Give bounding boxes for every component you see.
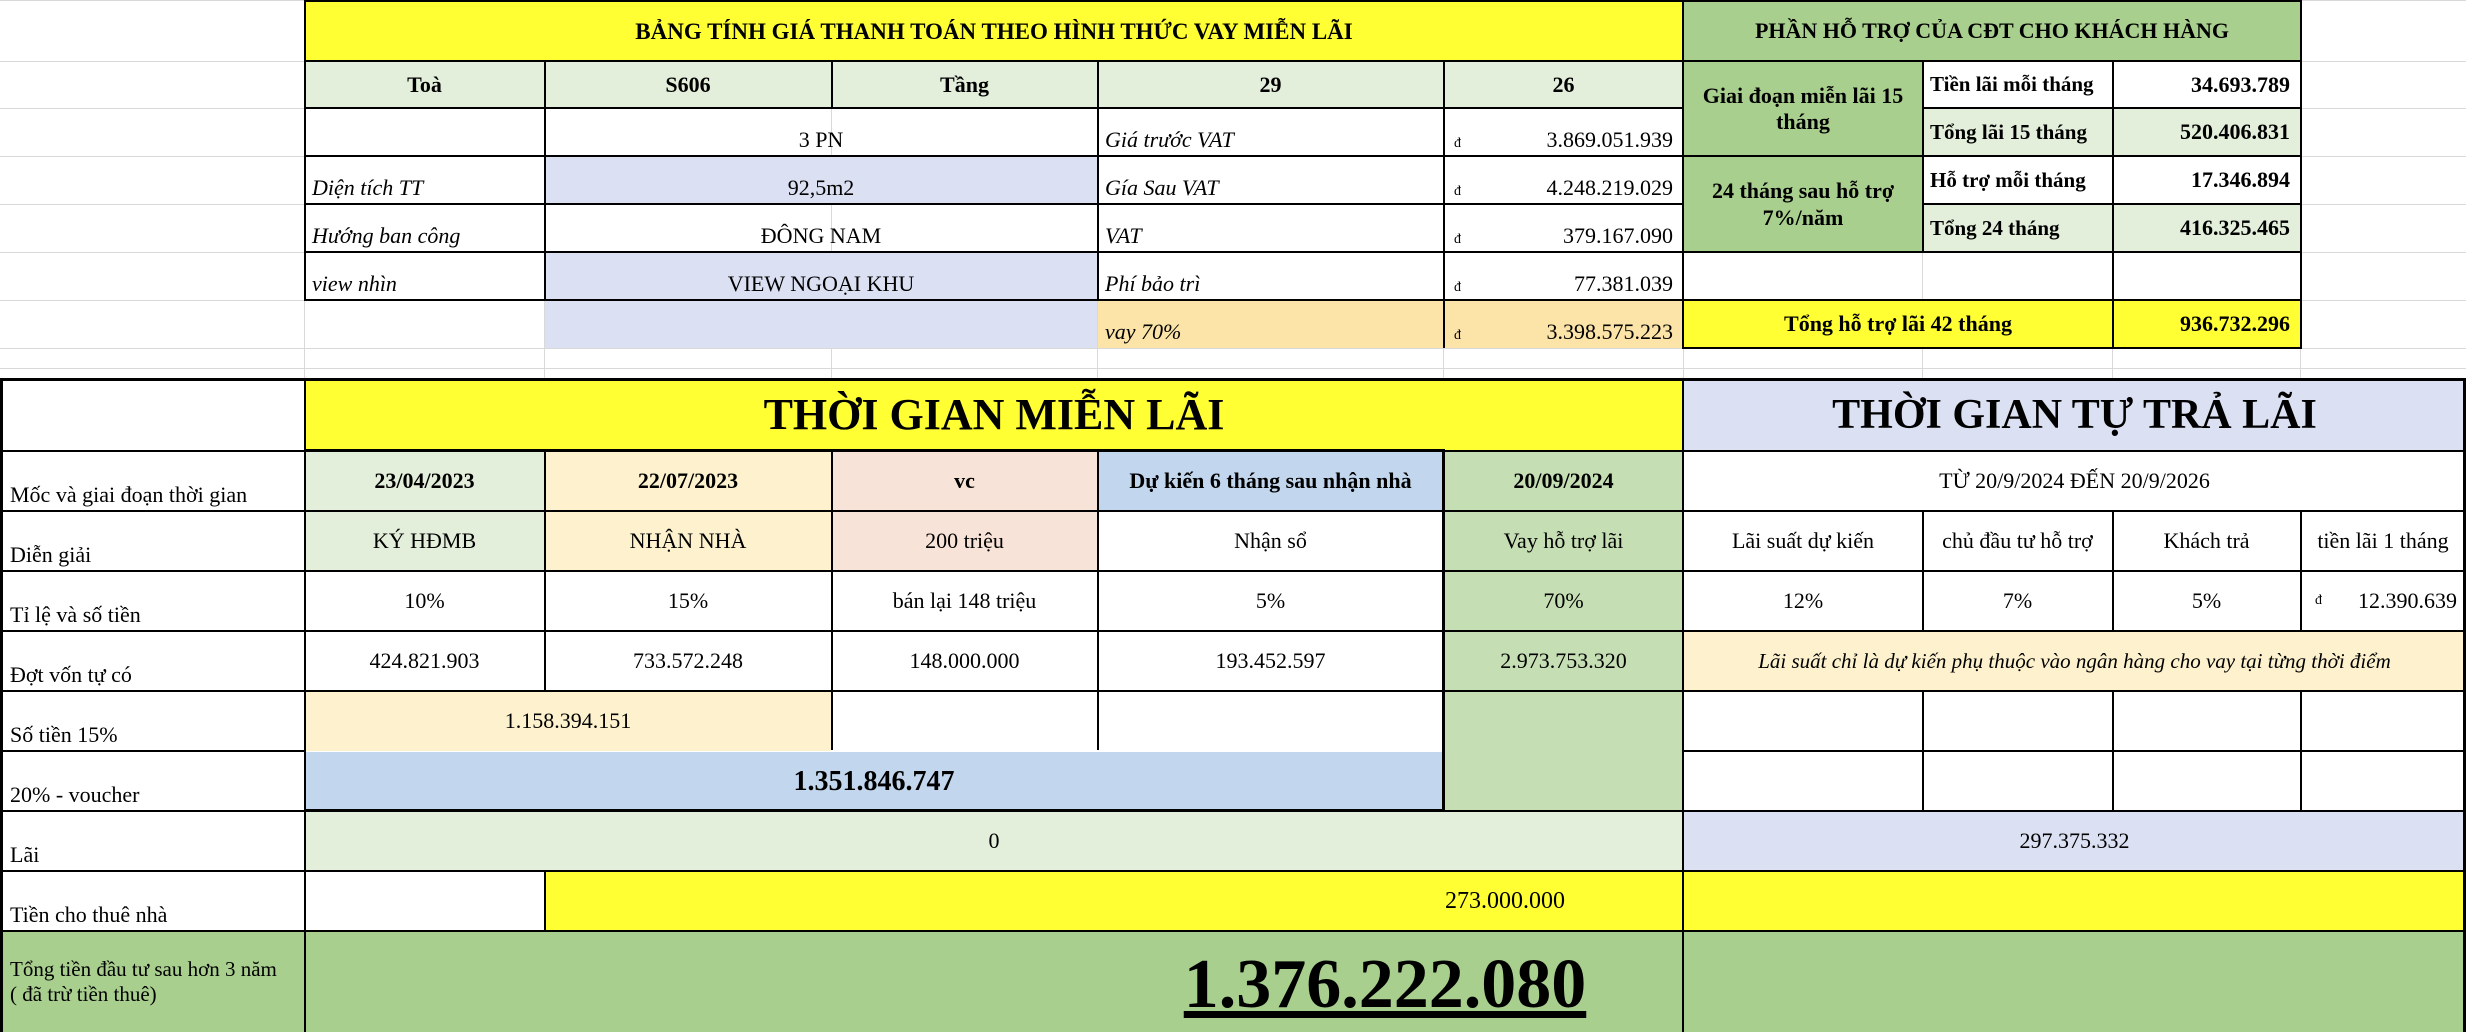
total-support-label[interactable]: Tổng hỗ trợ lãi 42 tháng [1684,301,2112,348]
total-15-months-value[interactable]: 520.406.831 [2113,109,2300,156]
interest-free-value[interactable]: 0 [305,812,1683,871]
maintenance-fee-value: 77.381.039 [1574,270,1673,296]
total-15-months-label[interactable]: Tổng lãi 15 tháng [1923,109,2112,156]
own-capital-3[interactable]: 148.000.000 [909,648,1020,674]
price-after-vat-value: 4.248.219.029 [1546,174,1673,200]
self-header-support[interactable]: chủ đầu tư hỗ trợ [1942,528,2093,554]
price-before-vat-value: 3.869.051.939 [1546,126,1673,152]
currency-symbol: đ [1454,280,1461,296]
total-row-label[interactable]: Tổng tiền đầu tư sau hơn 3 năm ( đã trừ tiền thuê) [3,932,304,1032]
explain-2[interactable]: NHẬN NHÀ [545,512,831,571]
ratio-1[interactable]: 10% [404,588,445,614]
vat-amount[interactable] [1444,205,1683,252]
loan-amount-value: 3.398.575.223 [1546,318,1673,344]
header-extra[interactable]: 26 [1444,62,1683,108]
voucher-total[interactable]: 1.351.846.747 [305,752,1443,811]
total-24-months-value[interactable]: 416.325.465 [2113,205,2300,252]
ratio-row-label[interactable]: Tỉ lệ và số tiền [10,601,141,627]
explain-5[interactable]: Vay hỗ trợ lãi [1444,512,1683,571]
own-capital-4[interactable]: 193.452.597 [1215,648,1326,674]
area-value[interactable]: 92,5m2 [545,157,1097,204]
milestone-2[interactable]: 22/07/2023 [545,451,831,511]
empty-cell[interactable] [832,692,1097,751]
monthly-support-value[interactable]: 17.346.894 [2191,167,2290,193]
total-24-months-label[interactable]: Tổng 24 tháng [1923,205,2112,252]
empty-cell[interactable] [1098,692,1443,751]
grand-total[interactable]: 1.376.222.080 [305,932,2465,1032]
milestone-row-label[interactable]: Mốc và giai đoạn thời gian [10,481,248,507]
own-capital-5[interactable]: 2.973.753.320 [1444,632,1683,691]
price-table-title[interactable]: BẢNG TÍNH GIÁ THANH TOÁN THEO HÌNH THỨC VAY MIỄN LÃI [305,2,1683,61]
explain-3[interactable]: 200 triệu [832,512,1097,571]
toa-label[interactable]: Toà [305,62,544,108]
loan-label[interactable]: vay 70% [1098,301,1443,348]
empty-cell[interactable] [1444,692,1683,811]
explain-4[interactable]: Nhận sổ [1234,528,1307,554]
ratio-2[interactable]: 15% [667,588,709,614]
voucher-row-label[interactable]: 20% - voucher [10,781,140,807]
explain-row-label[interactable]: Diễn giải [10,541,92,567]
price-after-vat[interactable] [1444,157,1683,204]
self-header-monthly[interactable]: tiền lãi 1 tháng [2317,528,2449,554]
monthly-interest-value[interactable]: 34.693.789 [2191,71,2290,97]
self-header-rate[interactable]: Lãi suất dự kiến [1731,528,1875,554]
free-interest-title[interactable]: THỜI GIAN MIỄN LÃI [305,381,1683,450]
milestone-5[interactable]: 20/09/2024 [1444,451,1683,511]
milestone-4[interactable]: Dự kiến 6 tháng sau nhận nhà [1098,451,1443,511]
milestone-1[interactable]: 23/04/2023 [305,451,544,511]
balcony-direction-label[interactable]: Hướng ban công [312,222,461,248]
monthly-support-label[interactable]: Hỗ trợ mỗi tháng [1930,167,2086,192]
own-capital-2[interactable]: 733.572.248 [633,648,743,674]
own-capital-row-label[interactable]: Đợt vốn tự có [10,661,132,687]
empty-cell[interactable] [545,301,1097,348]
monthly-interest-label[interactable]: Tiền lãi mỗi tháng [1930,72,2094,97]
own-capital-1[interactable]: 424.821.903 [369,648,480,674]
self-period[interactable]: TỪ 20/9/2024 ĐẾN 20/9/2026 [1939,467,2210,493]
amount-15-value[interactable]: 1.158.394.151 [305,692,831,751]
view-value[interactable]: VIEW NGOẠI KHU [545,253,1097,300]
vat-label[interactable]: VAT [1105,222,1142,248]
self-value-support[interactable]: 7% [2002,588,2033,614]
self-value-rate[interactable]: 12% [1782,588,1824,614]
loan-amount[interactable] [1444,301,1683,348]
self-interest-title[interactable]: THỜI GIAN TỰ TRẢ LÃI [1684,381,2465,450]
currency-symbol: đ [1454,328,1461,344]
price-before-vat-label[interactable]: Giá trước VAT [1105,126,1234,152]
maintenance-fee[interactable] [1444,253,1683,300]
explain-1[interactable]: KÝ HĐMB [305,512,544,571]
ratio-5[interactable]: 70% [1444,572,1683,631]
rent-value[interactable]: 273.000.000 [545,872,2465,931]
phase2-label[interactable]: 24 tháng sau hỗ trợ 7%/năm [1684,157,1922,252]
support-title[interactable]: PHẦN HỖ TRỢ CỦA CĐT CHO KHÁCH HÀNG [1684,2,2300,61]
interest-self-value[interactable]: 297.375.332 [1684,812,2465,871]
maintenance-fee-label[interactable]: Phí bảo trì [1105,270,1201,296]
price-after-vat-label[interactable]: Gía Sau VAT [1105,174,1219,200]
area-label[interactable]: Diện tích TT [312,174,424,200]
currency-symbol: đ [1454,232,1461,248]
toa-value[interactable]: S606 [545,62,831,108]
milestone-3[interactable]: vc [832,451,1097,511]
vat-amount-value: 379.167.090 [1563,222,1673,248]
self-value-monthly-amount: 12.390.639 [2358,588,2457,614]
rent-row-label[interactable]: Tiền cho thuê nhà [10,901,168,927]
currency-symbol: đ [1454,136,1461,152]
tang-value[interactable]: 29 [1098,62,1443,108]
currency-symbol: đ [2315,593,2322,609]
ratio-4[interactable]: 5% [1255,588,1286,614]
tang-label[interactable]: Tầng [832,62,1097,108]
interest-row-label[interactable]: Lãi [10,841,40,867]
currency-symbol: đ [1454,184,1461,200]
view-label[interactable]: view nhìn [312,270,397,296]
balcony-direction-value[interactable]: ĐÔNG NAM [760,222,882,248]
interest-note[interactable]: Lãi suất chỉ là dự kiến phụ thuộc vào ngân hàng cho vay tại từng thời điểm [1684,632,2465,691]
total-support-value[interactable]: 936.732.296 [2113,301,2300,348]
self-value-monthly[interactable] [2301,572,2465,631]
phase1-label[interactable]: Giai đoạn miễn lãi 15 tháng [1684,62,1922,156]
ratio-3[interactable]: bán lại 148 triệu [892,588,1037,614]
amount-15-row-label[interactable]: Số tiền 15% [10,721,118,747]
self-header-customer[interactable]: Khách trả [2163,528,2250,554]
price-before-vat[interactable] [1444,109,1683,156]
unit-type[interactable]: 3 PN [798,126,844,152]
self-value-customer[interactable]: 5% [2191,588,2222,614]
